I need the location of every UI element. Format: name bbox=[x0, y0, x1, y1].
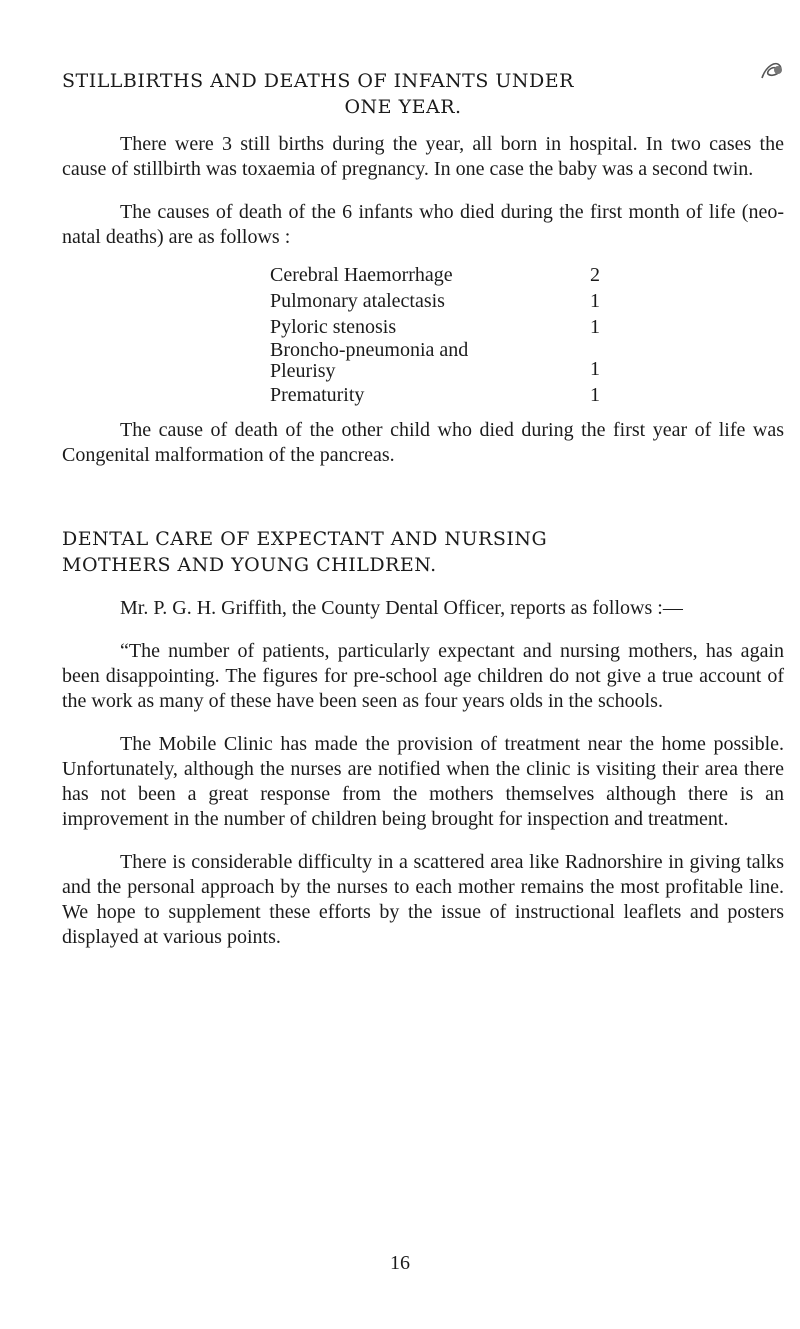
cause-count: 2 bbox=[590, 264, 600, 286]
cause-count: 1 bbox=[590, 358, 600, 380]
cause-label: Prematurity bbox=[270, 384, 365, 406]
paragraph-dental-officer: Mr. P. G. H. Griffith, the County Dental Officer, reports as follows :— bbox=[120, 597, 683, 619]
section-title-stillbirths bbox=[62, 68, 784, 120]
cause-row bbox=[270, 288, 600, 314]
cause-label-line-2: Pleurisy bbox=[270, 360, 336, 382]
cause-row bbox=[270, 262, 600, 288]
title-line-1: STILLBIRTHS AND DEATHS OF INFANTS UNDER bbox=[62, 70, 574, 92]
title-line-2: ONE YEAR. bbox=[344, 96, 462, 118]
causes-list bbox=[270, 262, 600, 408]
paragraph-dental-report-3: There is considerable difficulty in a scattered area like Radnorshire in giving talks and the personal approach by the nurses to each mother remains the most profitable line. We hope to supplement these efforts by the issue of instructional leaflets and posters displayed at various points. bbox=[62, 851, 784, 948]
cause-label: Cerebral Haemorrhage bbox=[270, 264, 453, 286]
paragraph-dental-report-1: “The number of patients, particularly expectant and nursing mothers, has again been disappointing. The figures for pre-school age children do not give a true account of the work as many of these have been seen as four years olds in the schools. bbox=[62, 640, 784, 712]
title-line-1: DENTAL CARE OF EXPECTANT AND NURSING bbox=[62, 528, 548, 550]
section-title-dental-care bbox=[62, 526, 784, 578]
cause-row bbox=[270, 340, 600, 382]
cause-row bbox=[270, 382, 600, 408]
paragraph-other-child: The cause of death of the other child who died during the first year of life was Congenital malformation of the pancreas. bbox=[62, 419, 784, 466]
cause-label bbox=[270, 340, 468, 382]
title-line-2: MOTHERS AND YOUNG CHILDREN. bbox=[62, 554, 437, 576]
document-page bbox=[62, 68, 784, 950]
page-number: 16 bbox=[390, 1252, 410, 1274]
paragraph-neonatal-intro: The causes of death of the 6 infants who died during the first month of life (neo-natal deaths) are as follows : bbox=[62, 201, 784, 248]
cause-count: 1 bbox=[590, 290, 600, 312]
cause-row bbox=[270, 314, 600, 340]
paragraph-stillbirths: There were 3 still births during the year, all born in hospital. In two cases the cause of stillbirth was toxaemia of pregnancy. In one case the baby was a second twin. bbox=[62, 133, 784, 180]
paragraph-dental-report-2: The Mobile Clinic has made the provision of treatment near the home possible. Unfortunately, although the nurses are notified when the clinic is visiting their area there has not been a great response from the mothers themselves although there is an improvement in the number of children being brought for inspection and treatment. bbox=[62, 733, 784, 830]
cause-count: 1 bbox=[590, 384, 600, 406]
cause-count: 1 bbox=[590, 316, 600, 338]
cause-label-line-1: Broncho-pneumonia and bbox=[270, 339, 469, 361]
cause-label: Pulmonary atalectasis bbox=[270, 290, 445, 312]
cause-label: Pyloric stenosis bbox=[270, 316, 397, 338]
